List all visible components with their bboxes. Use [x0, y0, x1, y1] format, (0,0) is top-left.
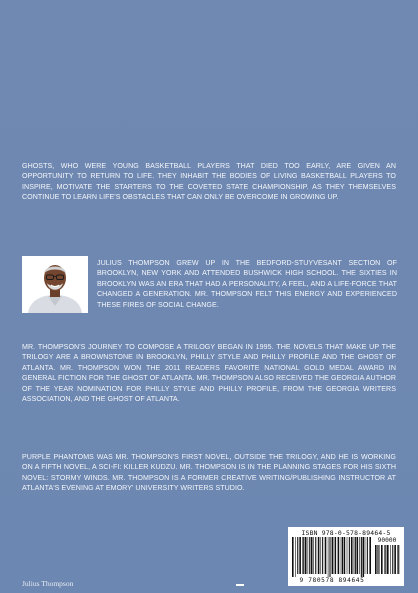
barcode-bar: [299, 537, 301, 574]
author-photo: [22, 256, 88, 313]
barcode-bar: [292, 537, 294, 577]
divider-dash: [236, 584, 244, 586]
barcode-bar: [315, 537, 316, 574]
barcode-bar: [313, 537, 314, 574]
barcode-bar: [394, 545, 396, 574]
barcode-bar: [354, 537, 355, 574]
barcode-bar: [390, 545, 391, 574]
barcode-bar: [387, 545, 389, 574]
author-signature: Julius Thompson: [22, 579, 74, 588]
addon-price-code: 90000: [377, 537, 397, 544]
barcode-bar: [385, 545, 386, 574]
addon-barcode-bars: [374, 545, 402, 583]
barcode-bar: [334, 537, 335, 574]
isbn-label: ISBN 978-0-578-89464-5: [301, 529, 391, 537]
barcode-bar: [335, 537, 336, 574]
barcode-bar: [311, 537, 313, 574]
barcode-bar: [341, 537, 342, 574]
barcode-bar: [295, 537, 296, 577]
barcode-bar: [338, 537, 340, 574]
barcode-bar: [309, 537, 310, 574]
barcode-bar: [318, 537, 320, 574]
barcode-bar: [322, 537, 323, 574]
barcode-bar: [297, 537, 298, 574]
barcode-bar: [342, 537, 343, 574]
barcode-bar: [361, 537, 362, 577]
barcode-bar: [357, 537, 359, 574]
other-works-paragraph: PURPLE PHANTOMS WAS MR. THOMPSON'S FIRST NOVEL, OUTSIDE THE TRILOGY, AND HE IS WORKING ON A FIFTH NOVEL, A SCI-FI: KILLER KUDZU. MR. THOMPSON IS IN THE PLANNING STAGES FOR HIS SIXTH NOVEL: STORMY WINDS. MR. THOMPSON IS A FORMER CREATIVE WRITING/PUBLISHING INSTRUCTOR AT ATLANTA'S EVENING AT EMORY' UNIVERSITY WRITERS STUDIO.: [22, 453, 396, 493]
barcode-bar: [365, 537, 366, 574]
barcode-bar: [325, 537, 327, 574]
barcode-bar: [367, 537, 368, 574]
ean-barcode-bars: [291, 537, 373, 577]
barcode-bar: [328, 537, 329, 577]
barcode-bar: [397, 545, 398, 574]
barcode-bar: [355, 537, 356, 574]
ean-digits: 9 780578 894645: [299, 577, 365, 584]
barcode-bar: [378, 545, 379, 574]
barcode-bar: [359, 537, 360, 574]
barcode-bar: [320, 537, 321, 574]
barcode-bar: [398, 545, 399, 574]
barcode-bar: [344, 537, 346, 574]
barcode-bar: [369, 537, 371, 574]
trilogy-paragraph: MR. THOMPSON'S JOURNEY TO COMPOSE A TRILOGY BEGAN IN 1995. THE NOVELS THAT MAKE UP THE TRILOGY ARE A BROWNSTONE IN BROOKLYN, PHILLY STYLE AND PHILLY PROFILE AND THE GHOST OF ATLANTA. MR. THOMPSON WON THE 2011 READERS FAVORITE NATIONAL GOLD MEDAL AWARD IN GENERAL FICTION FOR THE GHOST OF ATLANTA. MR. THOMPSON ALSO RECEIVED THE GEORGIA AUTHOR OF THE YEAR NOMINATION FOR PHILLY STYLE AND PHILLY PROFILE, FROM THE GEORGIA WRITERS ASSOCIATION, AND THE GHOST OF ATLANTA.: [22, 343, 396, 404]
author-bio-paragraph: JULIUS THOMPSON GREW UP IN THE BEDFORD-STUYVESANT SECTION OF BROOKLYN, NEW YORK AND ATTENDED BUSHWICK HIGH SCHOOL. THE SIXTIES IN BROOKLYN WAS AN ERA THAT HAD A PERSONALITY, A FEEL, AND A LIFE-FORCE THAT CHANGED A GENERATION. MR. THOMPSON FELT THIS ENERGY AND EXPERIENCED THESE FIRES OF SOCIAL CHANGE.: [97, 259, 397, 309]
barcode-bar: [384, 545, 385, 574]
barcode-bar: [351, 537, 353, 574]
barcode-bar: [349, 537, 350, 574]
barcode-bar: [381, 545, 383, 574]
barcode-bar: [303, 537, 304, 574]
barcode-bar: [347, 537, 348, 574]
barcode-bar: [363, 537, 365, 577]
barcode-bar: [377, 545, 378, 574]
synopsis-paragraph: GHOSTS, WHO WERE YOUNG BASKETBALL PLAYERS THAT DIED TOO EARLY, ARE GIVEN AN OPPORTUNITY TO RETURN TO LIFE. THEY INHABIT THE BODIES OF LIVING BASKETBALL PLAYERS TO INSPIRE, MOTIVATE THE STARTERS TO THE COVETED STATE CHAMPIONSHIP. AS THEY THEMSELVES CONTINUE TO LEARN LIFE'S OBSTACLES THAT CAN ONLY BE OVERCOME IN GROWING UP.: [22, 162, 396, 202]
barcode-bar: [375, 545, 377, 574]
barcode-bar: [302, 537, 303, 574]
author-portrait-image: [22, 256, 88, 313]
isbn-barcode: [288, 527, 404, 586]
barcode-bar: [305, 537, 307, 574]
barcode-bar: [332, 537, 334, 574]
barcode-bar: [329, 537, 330, 577]
barcode-bar: [308, 537, 309, 574]
barcode-bar: [392, 545, 393, 574]
